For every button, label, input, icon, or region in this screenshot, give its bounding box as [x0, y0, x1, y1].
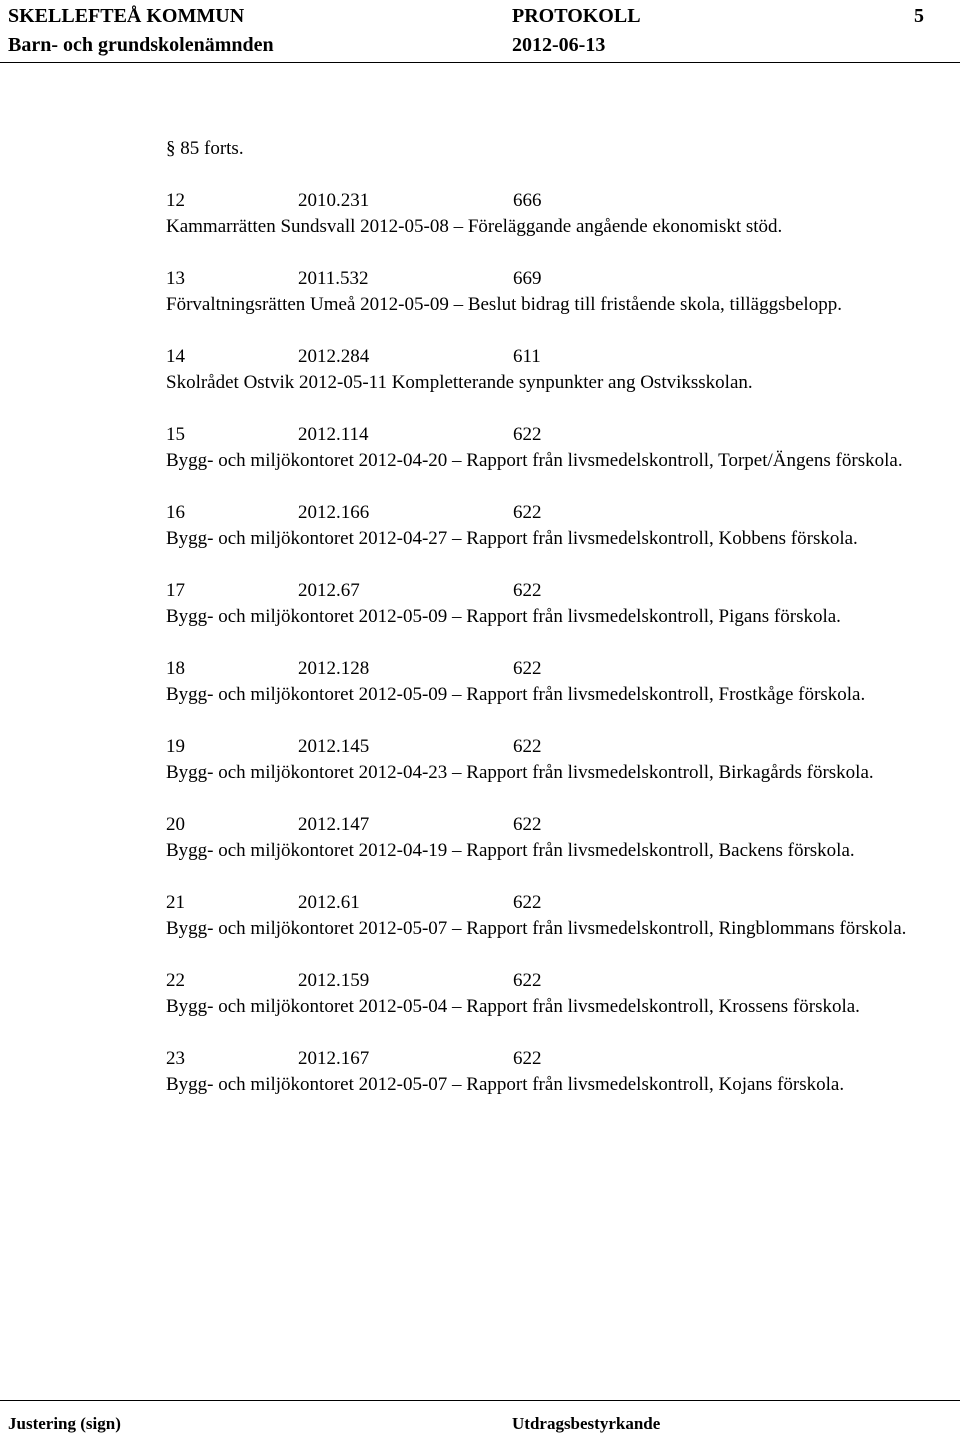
- item-code: 666: [513, 190, 542, 211]
- item-code: 669: [513, 268, 542, 289]
- list-item: [166, 188, 936, 240]
- signature-label: Justering (sign): [8, 1414, 121, 1433]
- extract-certification-label: Utdragsbestyrkande: [512, 1414, 661, 1433]
- item-header: [166, 734, 936, 760]
- item-header: [166, 344, 936, 370]
- item-number: 17: [166, 580, 185, 601]
- list-item: [166, 890, 936, 942]
- item-number: 16: [166, 502, 185, 523]
- list-item: [166, 968, 936, 1020]
- item-code: 622: [513, 580, 542, 601]
- item-header: [166, 266, 936, 292]
- item-diary-number: 2012.159: [298, 970, 370, 991]
- list-item: [166, 1046, 936, 1098]
- item-header: [166, 422, 936, 448]
- item-code: 622: [513, 814, 542, 835]
- item-diary-number: 2012.114: [298, 424, 369, 445]
- item-text: Skolrådet Ostvik 2012-05-11 Kompletterande synpunkter ang Ostviksskolan.: [166, 372, 753, 393]
- item-code: 622: [513, 970, 542, 991]
- item-code: 622: [513, 1048, 542, 1069]
- item-text: Bygg- och miljökontoret 2012-05-07 – Rapport från livsmedelskontroll, Kojans förskola.: [166, 1074, 845, 1095]
- item-number: 18: [166, 658, 185, 679]
- document-type: PROTOKOLL: [512, 5, 641, 27]
- item-number: 15: [166, 424, 185, 445]
- committee-name: Barn- och grundskolenämnden: [8, 34, 274, 56]
- item-code: 622: [513, 424, 542, 445]
- item-diary-number: 2012.128: [298, 658, 370, 679]
- page-number: 5: [914, 5, 924, 27]
- item-text: Bygg- och miljökontoret 2012-05-09 – Rapport från livsmedelskontroll, Pigans förskola.: [166, 606, 841, 627]
- item-diary-number: 2012.145: [298, 736, 370, 757]
- list-item: [166, 734, 936, 786]
- item-number: 23: [166, 1048, 185, 1069]
- list-item: [166, 812, 936, 864]
- item-number: 12: [166, 190, 185, 211]
- item-text: Bygg- och miljökontoret 2012-05-07 – Rapport från livsmedelskontroll, Ringblommans förskola.: [166, 918, 907, 939]
- item-header: [166, 188, 936, 214]
- item-text: Bygg- och miljökontoret 2012-04-19 – Rapport från livsmedelskontroll, Backens förskola.: [166, 840, 855, 861]
- item-text: Kammarrätten Sundsvall 2012-05-08 – Föreläggande angående ekonomiskt stöd.: [166, 216, 783, 237]
- item-text: Förvaltningsrätten Umeå 2012-05-09 – Beslut bidrag till fristående skola, tilläggsbelopp.: [166, 294, 842, 315]
- item-text: Bygg- och miljökontoret 2012-05-04 – Rapport från livsmedelskontroll, Krossens förskola.: [166, 996, 860, 1017]
- item-diary-number: 2012.284: [298, 346, 370, 367]
- item-header: [166, 656, 936, 682]
- item-header: [166, 578, 936, 604]
- item-code: 622: [513, 892, 542, 913]
- item-number: 19: [166, 736, 185, 757]
- item-diary-number: 2012.166: [298, 502, 370, 523]
- section-title: § 85 forts.: [166, 138, 244, 159]
- list-item: [166, 500, 936, 552]
- item-diary-number: 2012.167: [298, 1048, 370, 1069]
- item-text: Bygg- och miljökontoret 2012-05-09 – Rapport från livsmedelskontroll, Frostkåge förskola.: [166, 684, 866, 705]
- footer-divider: [0, 1400, 960, 1401]
- item-text: Bygg- och miljökontoret 2012-04-20 – Rapport från livsmedelskontroll, Torpet/Ängens förskola.: [166, 450, 903, 471]
- item-number: 21: [166, 892, 185, 913]
- item-code: 611: [513, 346, 541, 367]
- item-diary-number: 2011.532: [298, 268, 369, 289]
- list-item: [166, 344, 936, 396]
- item-header: [166, 1046, 936, 1072]
- header-divider: [0, 62, 960, 63]
- item-text: Bygg- och miljökontoret 2012-04-23 – Rapport från livsmedelskontroll, Birkagårds förskola.: [166, 762, 874, 783]
- item-number: 14: [166, 346, 185, 367]
- organization-name: SKELLEFTEÅ KOMMUN: [8, 5, 245, 27]
- item-number: 20: [166, 814, 185, 835]
- meeting-date: 2012-06-13: [512, 34, 606, 56]
- item-diary-number: 2012.61: [298, 892, 360, 913]
- list-item: [166, 656, 936, 708]
- list-item: [166, 578, 936, 630]
- item-code: 622: [513, 658, 542, 679]
- item-diary-number: 2012.147: [298, 814, 370, 835]
- list-item: [166, 422, 936, 474]
- item-code: 622: [513, 502, 542, 523]
- item-header: [166, 968, 936, 994]
- item-diary-number: 2010.231: [298, 190, 370, 211]
- item-header: [166, 812, 936, 838]
- item-header: [166, 890, 936, 916]
- protocol-body: [166, 136, 936, 1124]
- item-diary-number: 2012.67: [298, 580, 360, 601]
- item-text: Bygg- och miljökontoret 2012-04-27 – Rapport från livsmedelskontroll, Kobbens förskola.: [166, 528, 858, 549]
- item-number: 22: [166, 970, 185, 991]
- item-number: 13: [166, 268, 185, 289]
- item-code: 622: [513, 736, 542, 757]
- list-item: [166, 266, 936, 318]
- item-header: [166, 500, 936, 526]
